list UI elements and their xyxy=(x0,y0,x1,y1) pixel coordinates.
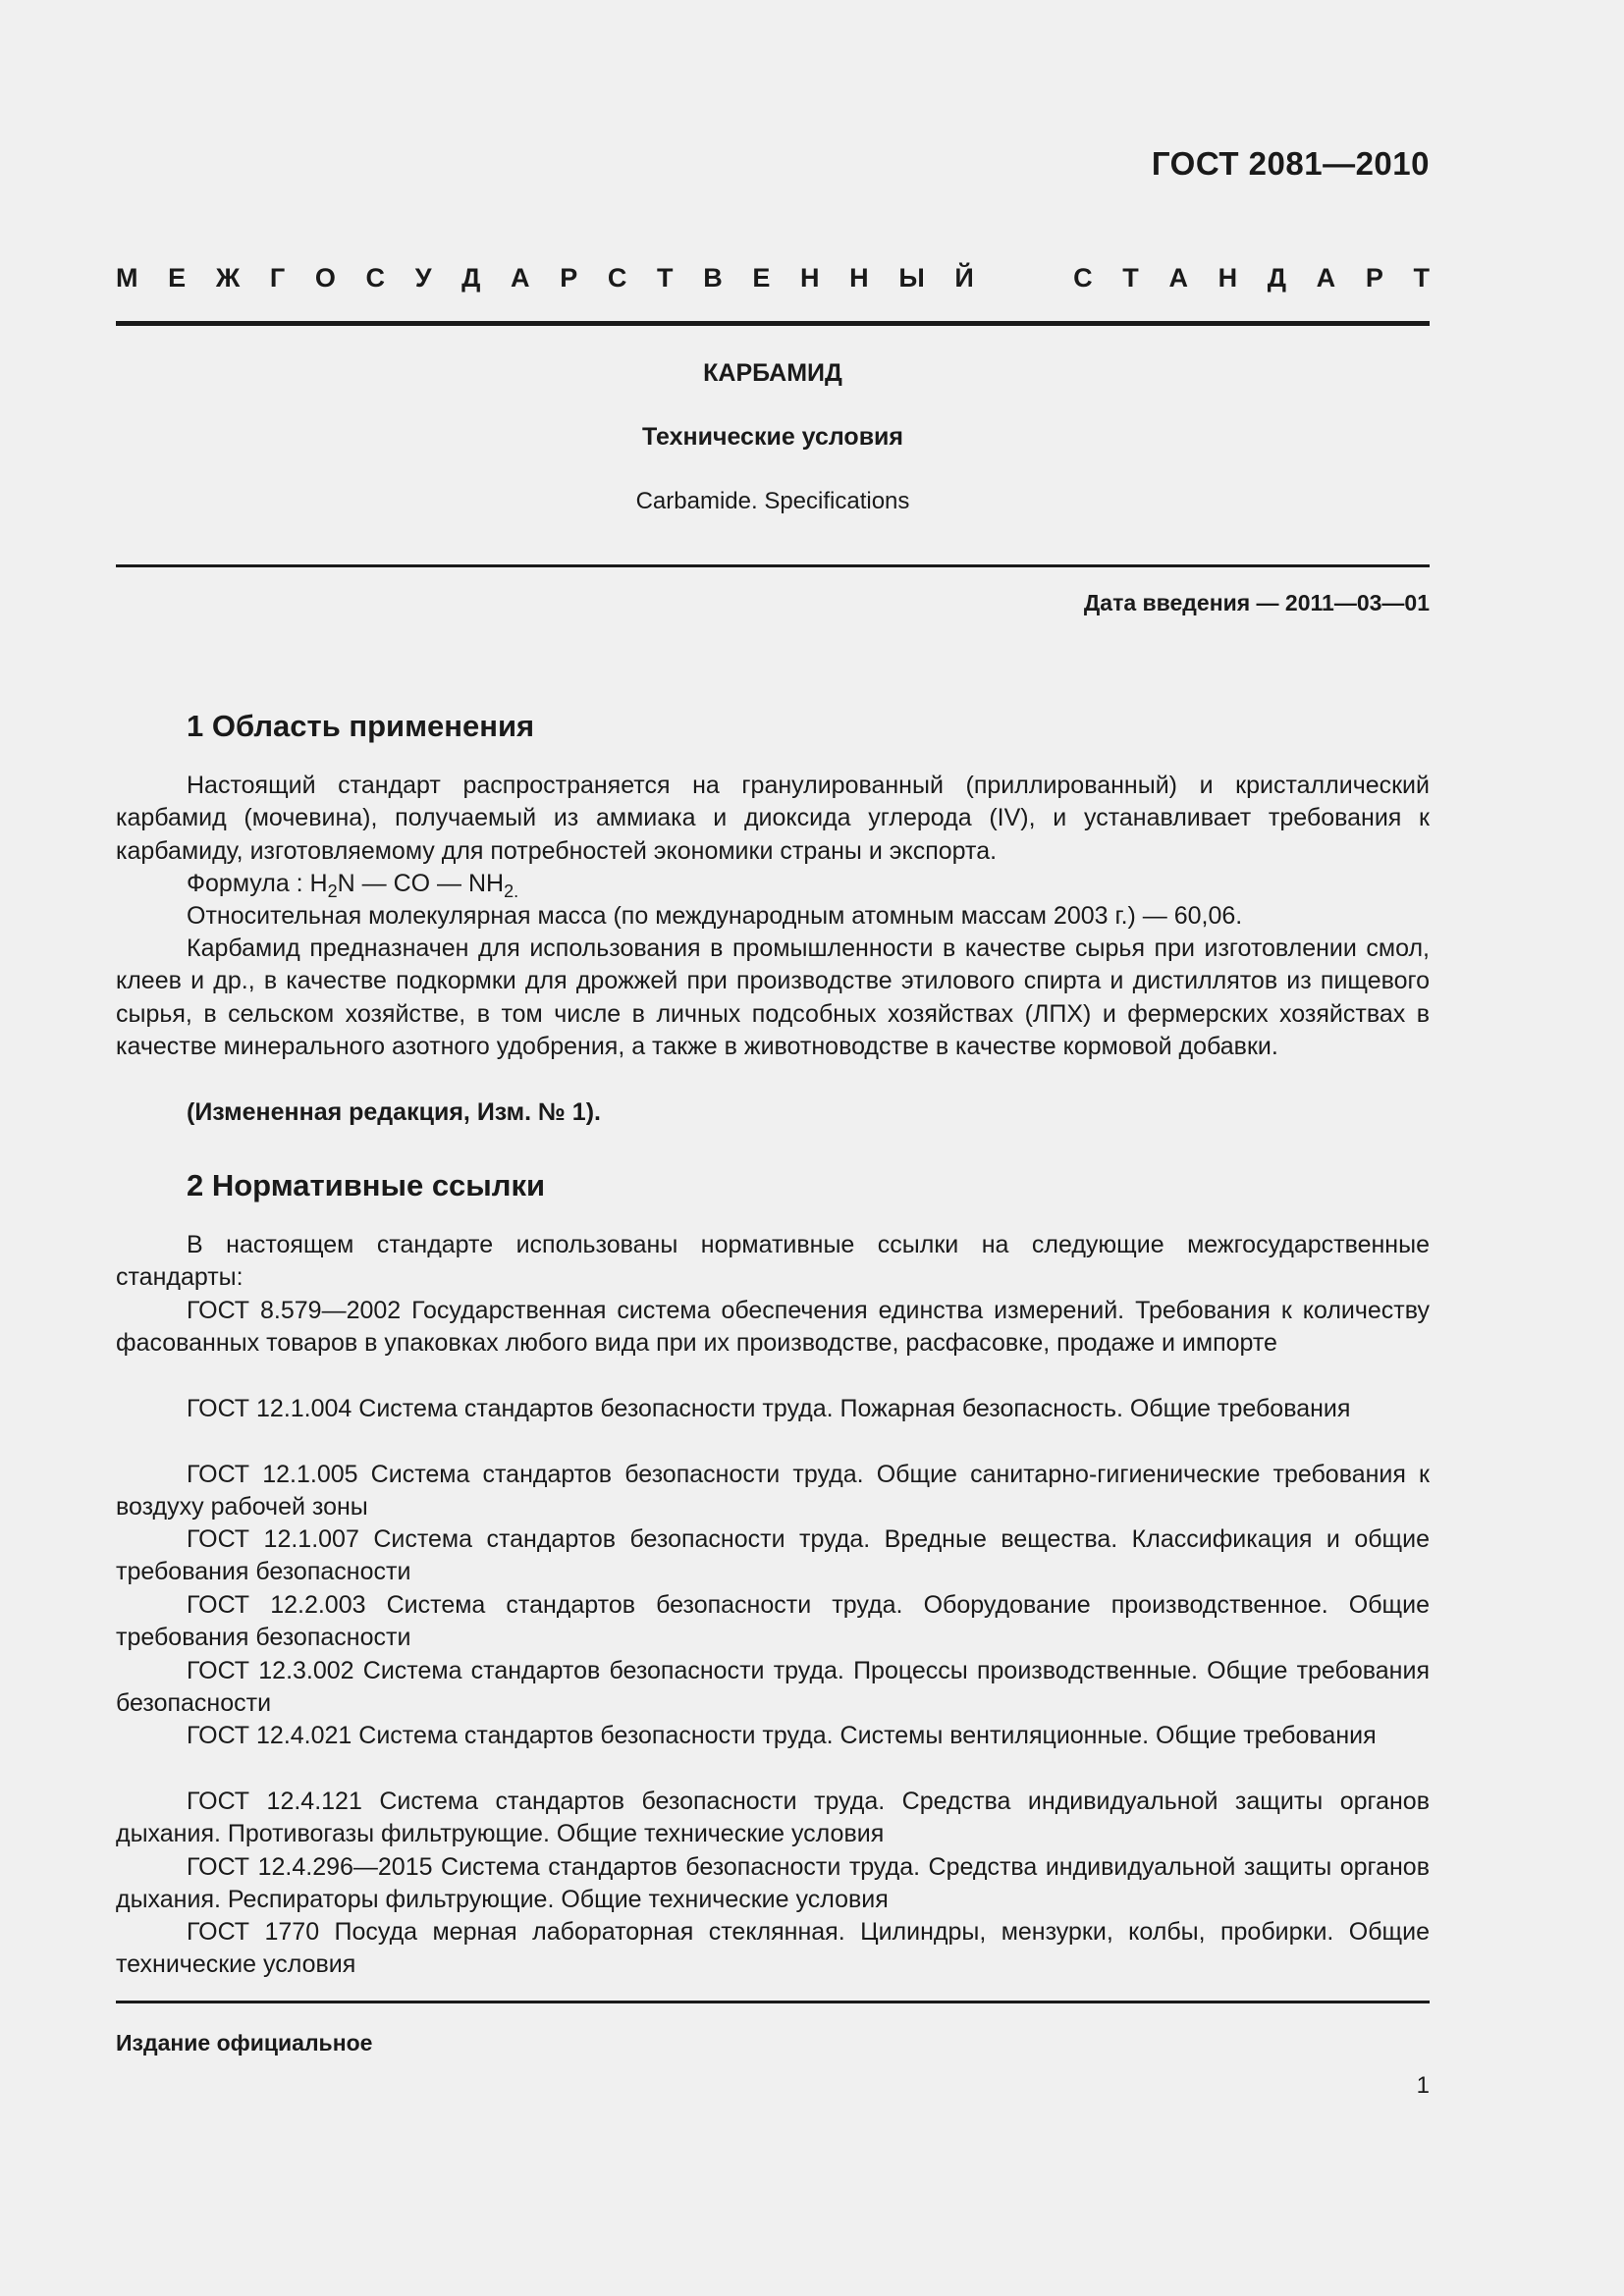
reference-item: ГОСТ 12.4.121 Система стандартов безопасности труда. Средства индивидуальной защиты органов дыхания. Противогазы фильтрующие. Общие технические условия xyxy=(116,1788,1430,1848)
standard-type-letter: С xyxy=(607,263,627,293)
reference-item: ГОСТ 12.2.003 Система стандартов безопасности труда. Оборудование производственное. Общие требования безопасности xyxy=(116,1591,1430,1652)
standard-type-letter: Е xyxy=(168,263,187,293)
standard-type-letter: Т xyxy=(1413,263,1430,293)
standard-type-letter: Д xyxy=(1267,263,1287,293)
standard-type-letter: Д xyxy=(461,263,481,293)
reference-item: ГОСТ 1770 Посуда мерная лабораторная стеклянная. Цилиндры, мензурки, колбы, пробирки. Общие технические условия xyxy=(116,1918,1430,1979)
section-2-heading: 2 Нормативные ссылки xyxy=(187,1168,546,1202)
header-rule xyxy=(116,321,1430,326)
standard-type-letter: Н xyxy=(800,263,820,293)
page-number: 1 xyxy=(1416,2072,1430,2099)
standard-type-letter: Й xyxy=(954,263,974,293)
standard-type-letter: С xyxy=(1073,263,1093,293)
molecular-mass: Относительная молекулярная масса (по международным атомным массам 2003 г.) — 60,06. xyxy=(187,902,1243,930)
document-subtitle: Технические условия xyxy=(641,423,904,451)
standard-type-letter: Т xyxy=(657,263,674,293)
section-2-intro: В настоящем стандарте использованы нормативные ссылки на следующие межгосударственные стандарты: xyxy=(116,1231,1430,1292)
purpose-paragraph: Карбамид предназначен для использования в промышленности в качестве сырья при изготовлении смол, клеев и др., в качестве подкормки для дрожжей при производстве этилового спирта и дистиллятов из пищевого сырья, в сельском хозяйстве, в том числе в личных подсобных хозяйствах (ЛПХ) и фермерских хозяйствах в качестве минерального азотного удобрения, а также в животноводстве в качестве кормовой добавки. xyxy=(116,934,1430,1060)
standard-type-letter: А xyxy=(511,263,530,293)
standard-type-letter: Р xyxy=(560,263,578,293)
section-1-heading: 1 Область применения xyxy=(187,709,535,743)
standard-type-letter: Е xyxy=(752,263,771,293)
standard-type-letter: Ы xyxy=(898,263,925,293)
reference-item: ГОСТ 12.1.007 Система стандартов безопасности труда. Вредные вещества. Классификация и общие требования безопасности xyxy=(116,1525,1430,1586)
standard-type-letter: У xyxy=(414,263,432,293)
reference-item: ГОСТ 12.4.021 Система стандартов безопасности труда. Системы вентиляционные. Общие требования xyxy=(187,1722,1377,1749)
standard-type-letter: Р xyxy=(1365,263,1383,293)
official-edition-label: Издание официальное xyxy=(116,2030,373,2056)
reference-item: ГОСТ 12.3.002 Система стандартов безопасности труда. Процессы производственные. Общие требования безопасности xyxy=(116,1657,1430,1718)
standard-type-letter: Ж xyxy=(215,263,241,293)
standard-type-letter: Т xyxy=(1122,263,1139,293)
section-1-paragraph: Настоящий стандарт распространяется на гранулированный (приллированный) и кристаллический карбамид (мочевина), получаемый из аммиака и диоксида углерода (IV), и устанавливает требования к карбамиду, изготовляемому для потребностей экономики страны и экспорта. xyxy=(116,772,1430,865)
doc-code: ГОСТ 2081—2010 xyxy=(1151,145,1430,182)
formula-line: Формула : $H_2N$ — CO — $NH_{2.}$ xyxy=(187,870,519,901)
standard-type-letter: А xyxy=(1316,263,1336,293)
title-rule xyxy=(116,564,1430,567)
footer-rule xyxy=(116,2001,1430,2003)
document-title: КАРБАМИД xyxy=(703,359,842,387)
standard-type-letter: Н xyxy=(1218,263,1238,293)
reference-item: ГОСТ 12.4.296—2015 Система стандартов безопасности труда. Средства индивидуальной защиты органов дыхания. Респираторы фильтрующие. Общие технические условия xyxy=(116,1853,1430,1914)
standard-type-letter: А xyxy=(1168,263,1188,293)
reference-item: ГОСТ 12.1.004 Система стандартов безопасности труда. Пожарная безопасность. Общие требования xyxy=(187,1395,1351,1422)
standard-type-letter: О xyxy=(314,263,336,293)
reference-item: ГОСТ 12.1.005 Система стандартов безопасности труда. Общие санитарно-гигиенические требования к воздуху рабочей зоны xyxy=(116,1461,1430,1522)
amendment-note: (Измененная редакция, Изм. № 1). xyxy=(187,1098,601,1126)
word-gap xyxy=(1003,263,1043,294)
reference-item: ГОСТ 8.579—2002 Государственная система обеспечения единства измерений. Требования к количеству фасованных товаров в упаковках любого вида при их производстве, расфасовке, продаже и импорте xyxy=(116,1297,1430,1358)
introduction-date: Дата введения — 2011—03—01 xyxy=(1083,590,1430,615)
standard-type-letter: В xyxy=(703,263,723,293)
standard-type-letter: С xyxy=(365,263,386,293)
standard-type-letter: М xyxy=(116,263,138,293)
document-title-en: Carbamide. Specifications xyxy=(635,488,910,514)
standard-type-letter: Н xyxy=(849,263,869,293)
standard-type-heading xyxy=(116,263,1430,294)
standard-type-letter: Г xyxy=(269,263,286,293)
